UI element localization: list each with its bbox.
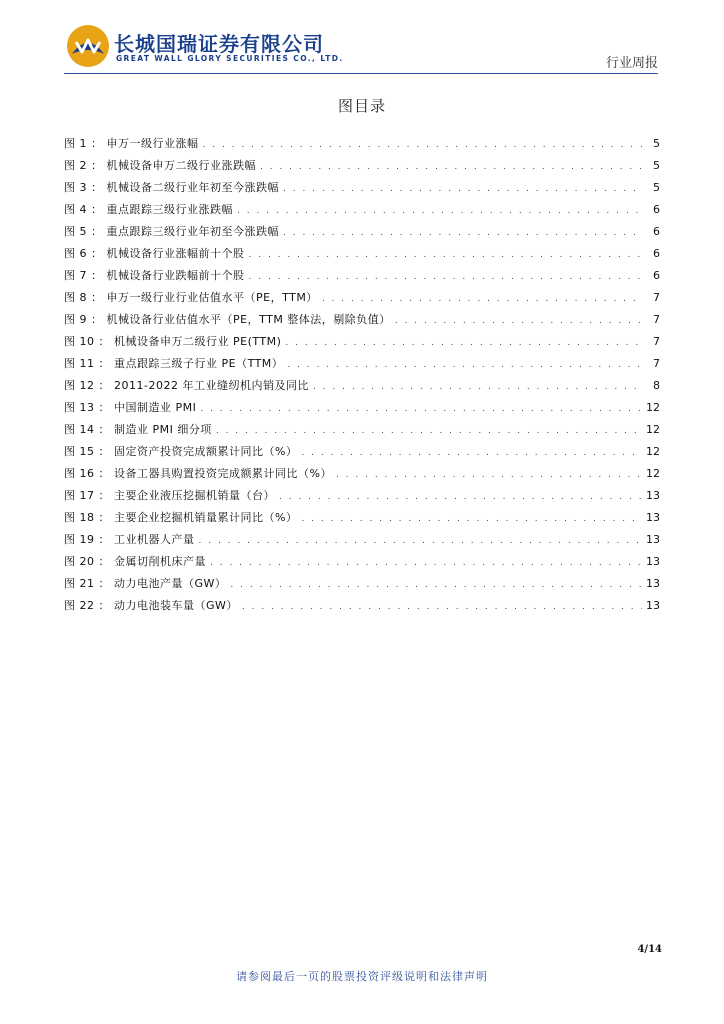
toc-entry[interactable]: [64, 397, 660, 419]
company-logo-icon: [66, 24, 110, 68]
toc-entry-label: 图 15 ： 固定资产投资完成额累计同比（%）: [64, 445, 298, 458]
toc-entry-label: 图 4 ： 重点跟踪三级行业涨跌幅: [64, 203, 233, 216]
toc-dot-leader: [301, 508, 642, 530]
toc-entry[interactable]: [64, 551, 660, 573]
toc-entry[interactable]: [64, 133, 660, 155]
toc-dot-leader: [230, 574, 642, 596]
toc-entry-page: 12: [646, 423, 660, 436]
toc-entry-label: 图 18 ： 主要企业挖掘机销量累计同比（%）: [64, 511, 298, 524]
toc-dot-leader: [200, 398, 642, 420]
toc-entry-page: 7: [653, 291, 660, 304]
toc-dot-leader: [283, 222, 642, 244]
toc-entry-page: 13: [646, 577, 660, 590]
toc-entry-label: 图 20 ： 金属切削机床产量: [64, 555, 206, 568]
toc-entry[interactable]: [64, 199, 660, 221]
toc-entry-label: 图 5 ： 重点跟踪三级行业年初至今涨跌幅: [64, 225, 279, 238]
toc-dot-leader: [336, 464, 642, 486]
toc-entry-page: 12: [646, 401, 660, 414]
toc-dot-leader: [210, 552, 642, 574]
toc-entry[interactable]: [64, 309, 660, 331]
toc-entry[interactable]: [64, 353, 660, 375]
toc-entry[interactable]: [64, 375, 660, 397]
toc-entry-page: 12: [646, 467, 660, 480]
toc-dot-leader: [285, 332, 642, 354]
toc-entry-page: 6: [653, 203, 660, 216]
toc-entry-page: 6: [653, 269, 660, 282]
toc-dot-leader: [287, 354, 642, 376]
company-name-cn: 长城国瑞证券有限公司: [114, 32, 324, 56]
toc-dot-leader: [260, 156, 642, 178]
toc-entry-page: 5: [653, 159, 660, 172]
toc-entry-page: 7: [653, 357, 660, 370]
toc-entry-page: 13: [646, 533, 660, 546]
toc-entry-label: 图 10 ： 机械设备申万二级行业 PE(TTM): [64, 335, 282, 348]
toc-entry-label: 图 14 ： 制造业 PMI 细分项: [64, 423, 212, 436]
toc-entry-label: 图 17 ： 主要企业液压挖掘机销量（台）: [64, 489, 275, 502]
toc-entry[interactable]: [64, 331, 660, 353]
toc-entry-label: 图 1 ： 申万一级行业涨幅: [64, 137, 199, 150]
toc-entry-label: 图 12 ： 2011-2022 年工业缝纫机内销及同比: [64, 379, 309, 392]
toc-entry-label: 图 3 ： 机械设备二级行业年初至今涨跌幅: [64, 181, 279, 194]
toc-entry[interactable]: [64, 265, 660, 287]
toc-entry-page: 7: [653, 335, 660, 348]
toc-entry-label: 图 8 ： 申万一级行业行业估值水平（PE，TTM）: [64, 291, 318, 304]
footer-disclaimer: 请参阅最后一页的股票投资评级说明和法律声明: [236, 970, 488, 983]
toc-entry-label: 图 2 ： 机械设备申万二级行业涨跌幅: [64, 159, 256, 172]
toc-entry[interactable]: [64, 155, 660, 177]
toc-dot-leader: [242, 596, 642, 618]
toc-entry-page: 6: [653, 247, 660, 260]
toc-entry-page: 5: [653, 137, 660, 150]
toc-dot-leader: [237, 200, 642, 222]
toc-entry-label: 图 7 ： 机械设备行业跌幅前十个股: [64, 269, 245, 282]
toc-dot-leader: [313, 376, 642, 398]
toc-entry-page: 12: [646, 445, 660, 458]
toc-entry-page: 5: [653, 181, 660, 194]
toc-dot-leader: [395, 310, 642, 332]
toc-dot-leader: [199, 530, 643, 552]
toc-entry[interactable]: [64, 463, 660, 485]
toc-entry[interactable]: [64, 595, 660, 617]
toc-dot-leader: [301, 442, 642, 464]
toc-dot-leader: [203, 134, 643, 156]
toc-entry[interactable]: [64, 221, 660, 243]
toc-dot-leader: [322, 288, 642, 310]
toc-entry-label: 图 13 ： 中国制造业 PMI: [64, 401, 197, 414]
toc-entry-page: 13: [646, 511, 660, 524]
page-header: [0, 0, 724, 80]
toc-entry-page: 7: [653, 313, 660, 326]
toc-entry[interactable]: [64, 441, 660, 463]
toc-entry[interactable]: [64, 485, 660, 507]
toc-entry-page: 13: [646, 555, 660, 568]
toc-entry-label: 图 11 ： 重点跟踪三级子行业 PE（TTM）: [64, 357, 284, 370]
toc-entry-page: 13: [646, 489, 660, 502]
toc-entry[interactable]: [64, 243, 660, 265]
header-divider: [64, 73, 658, 74]
toc-dot-leader: [249, 266, 643, 288]
toc-entry-label: 图 9 ： 机械设备行业估值水平（PE，TTM 整体法，剔除负值）: [64, 313, 391, 326]
toc-title: 图目录: [337, 97, 386, 115]
toc-entry-label: 图 21 ： 动力电池产量（GW）: [64, 577, 227, 590]
figure-table-of-contents: [64, 133, 660, 617]
page-number: 4/14: [637, 944, 662, 955]
toc-entry[interactable]: [64, 507, 660, 529]
toc-entry-page: 8: [653, 379, 660, 392]
toc-dot-leader: [216, 420, 642, 442]
report-type-label: 行业周报: [605, 56, 658, 71]
toc-dot-leader: [279, 486, 642, 508]
toc-entry[interactable]: [64, 573, 660, 595]
toc-entry-label: 图 6 ： 机械设备行业涨幅前十个股: [64, 247, 245, 260]
toc-entry[interactable]: [64, 529, 660, 551]
toc-entry-label: 图 16 ： 设备工器具购置投资完成额累计同比（%）: [64, 467, 332, 480]
toc-entry-label: 图 19 ： 工业机器人产量: [64, 533, 195, 546]
company-name-en: GREAT WALL GLORY SECURITIES CO., LTD.: [116, 54, 344, 63]
toc-entry-page: 13: [646, 599, 660, 612]
toc-entry-page: 6: [653, 225, 660, 238]
toc-entry[interactable]: [64, 287, 660, 309]
toc-dot-leader: [249, 244, 643, 266]
toc-entry-label: 图 22 ： 动力电池装车量（GW）: [64, 599, 238, 612]
toc-entry[interactable]: [64, 177, 660, 199]
toc-entry[interactable]: [64, 419, 660, 441]
toc-dot-leader: [283, 178, 642, 200]
